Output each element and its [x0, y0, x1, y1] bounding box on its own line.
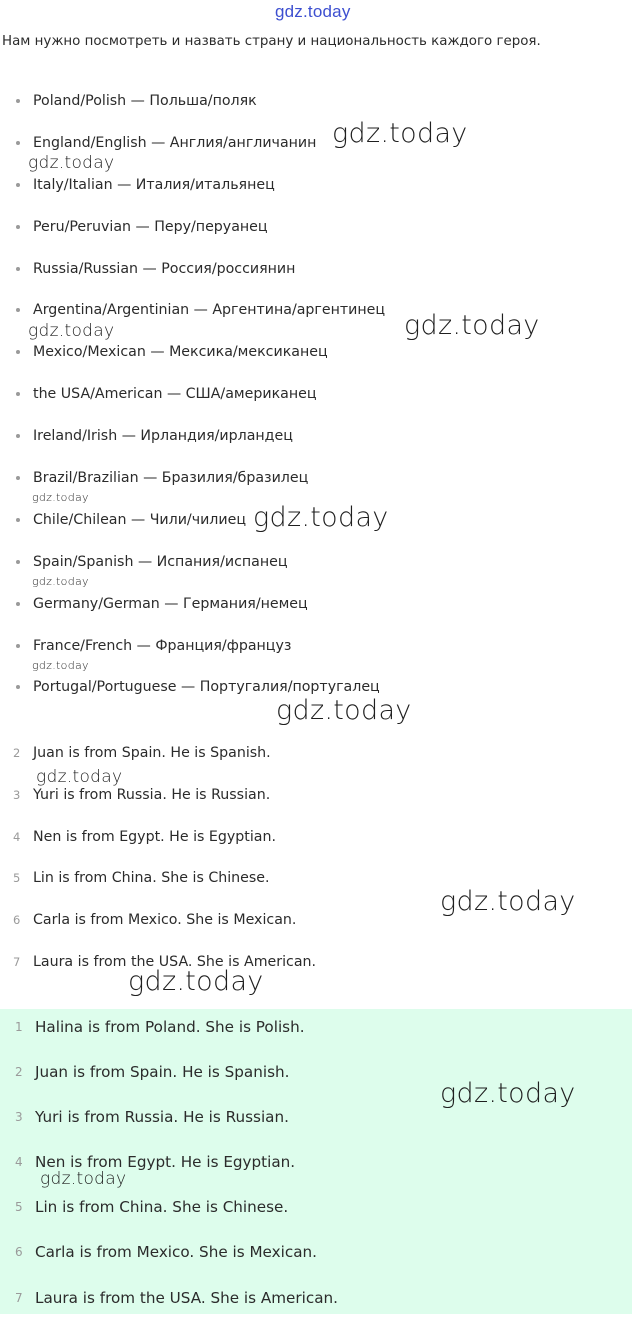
item-number: 6	[13, 913, 21, 928]
item-number: 6	[15, 1245, 23, 1260]
watermark: gdz.today	[40, 1169, 127, 1189]
bullet-icon	[16, 644, 20, 648]
list-item-text: England/English — Англия/англичанин	[33, 134, 317, 151]
list-item-text: Juan is from Spain. He is Spanish.	[35, 1063, 290, 1082]
item-number: 5	[13, 871, 21, 886]
list-item	[0, 583, 632, 625]
item-number: 4	[13, 829, 21, 844]
list-item-text: Germany/German — Германия/немец	[33, 595, 308, 612]
list-item-text: Halina is from Poland. She is Polish.	[35, 1018, 305, 1036]
watermark: gdz.today	[253, 502, 389, 533]
watermark: gdz.today	[440, 886, 576, 917]
list-item	[0, 1234, 632, 1279]
bullet-icon	[16, 350, 20, 354]
watermark: gdz.today	[32, 575, 89, 588]
list-item	[0, 1189, 632, 1234]
item-number: 2	[15, 1065, 23, 1080]
answer-list	[0, 1009, 632, 1325]
bullet-icon	[16, 518, 20, 522]
list-item	[0, 248, 632, 290]
list-item-text: Spain/Spanish — Испания/испанец	[33, 553, 288, 570]
list-item-text: Nen is from Egypt. He is Egyptian.	[35, 1153, 296, 1172]
list-item-text: Juan is from Spain. He is Spanish.	[33, 745, 271, 761]
bullet-icon	[16, 308, 20, 312]
watermark: gdz.today	[28, 153, 115, 173]
list-item-text: Yuri is from Russia. He is Russian.	[35, 1108, 289, 1127]
list-item-text: France/French — Франция/француз	[33, 637, 292, 654]
bullet-icon	[16, 267, 20, 271]
list-item-text: Mexico/Mexican — Мексика/мексиканец	[33, 344, 328, 361]
item-number: 7	[15, 1290, 23, 1305]
watermark: gdz.today	[36, 767, 123, 787]
list-item	[0, 457, 632, 499]
list-item	[0, 80, 632, 122]
answer-panel	[0, 1009, 632, 1314]
site-logo[interactable]: gdz.today	[275, 2, 351, 21]
list-item-text: Lin is from China. She is Chinese.	[35, 1198, 289, 1217]
watermark: gdz.today	[128, 966, 264, 997]
list-item-text: Brazil/Brazilian — Бразилия/бразилец	[33, 470, 309, 487]
task-intro: Нам нужно посмотреть и назвать страну и национальность каждого героя.	[2, 34, 541, 49]
list-item-text: Carla is from Mexico. She is Mexican.	[35, 1243, 317, 1262]
bullet-icon	[16, 434, 20, 438]
list-item	[0, 1280, 632, 1325]
bullet-icon	[16, 183, 20, 187]
list-item	[0, 816, 632, 858]
list-item-text: Portugal/Portuguese — Португалия/португалец	[33, 679, 380, 696]
watermark: gdz.today	[28, 321, 115, 341]
list-item-text: Laura is from the USA. She is American.	[35, 1288, 338, 1307]
list-item-text: Russia/Russian — Россия/россиянин	[33, 260, 296, 277]
bullet-icon	[16, 685, 20, 689]
list-item-text: Ireland/Irish — Ирландия/ирландец	[33, 428, 293, 445]
list-item-text: Nen is from Egypt. He is Egyptian.	[33, 828, 276, 845]
country-nationality-list	[0, 80, 632, 708]
list-item-text: Poland/Polish — Польша/поляк	[33, 93, 257, 109]
list-item-text: Italy/Italian — Италия/итальянец	[33, 176, 275, 193]
list-item	[0, 415, 632, 457]
bullet-icon	[16, 476, 20, 480]
item-number: 3	[13, 787, 21, 802]
watermark: gdz.today	[276, 695, 412, 726]
bullet-icon	[16, 602, 20, 606]
item-number: 5	[15, 1200, 23, 1215]
watermark: gdz.today	[32, 491, 89, 504]
item-number: 2	[13, 746, 21, 760]
list-item	[0, 541, 632, 583]
watermark: gdz.today	[440, 1078, 576, 1109]
list-item-text: the USA/American — США/американец	[33, 386, 317, 403]
bullet-icon	[16, 141, 20, 145]
list-item	[0, 625, 632, 667]
watermark: gdz.today	[32, 659, 89, 672]
bullet-icon	[16, 225, 20, 229]
list-item-text: Argentina/Argentinian — Аргентина/аргентинец	[33, 302, 386, 319]
list-item-text: Lin is from China. She is Chinese.	[33, 870, 270, 887]
item-number: 4	[15, 1155, 23, 1170]
bullet-icon	[16, 99, 20, 103]
list-item	[0, 206, 632, 248]
list-item-text: Carla is from Mexico. She is Mexican.	[33, 912, 297, 929]
list-item-text: Laura is from the USA. She is American.	[33, 953, 317, 970]
list-item-text: Chile/Chilean — Чили/чилиец	[33, 511, 246, 528]
item-number: 7	[13, 954, 21, 969]
watermark: gdz.today	[332, 118, 468, 149]
list-item	[0, 941, 632, 983]
item-number: 1	[15, 1020, 23, 1034]
watermark: gdz.today	[404, 310, 540, 341]
bullet-icon	[16, 560, 20, 564]
list-item-text: Yuri is from Russia. He is Russian.	[33, 786, 271, 803]
bullet-icon	[16, 392, 20, 396]
list-item-text: Peru/Peruvian — Перу/перуанец	[33, 218, 268, 235]
list-item	[0, 373, 632, 415]
item-number: 3	[15, 1110, 23, 1125]
list-item	[0, 1009, 632, 1054]
